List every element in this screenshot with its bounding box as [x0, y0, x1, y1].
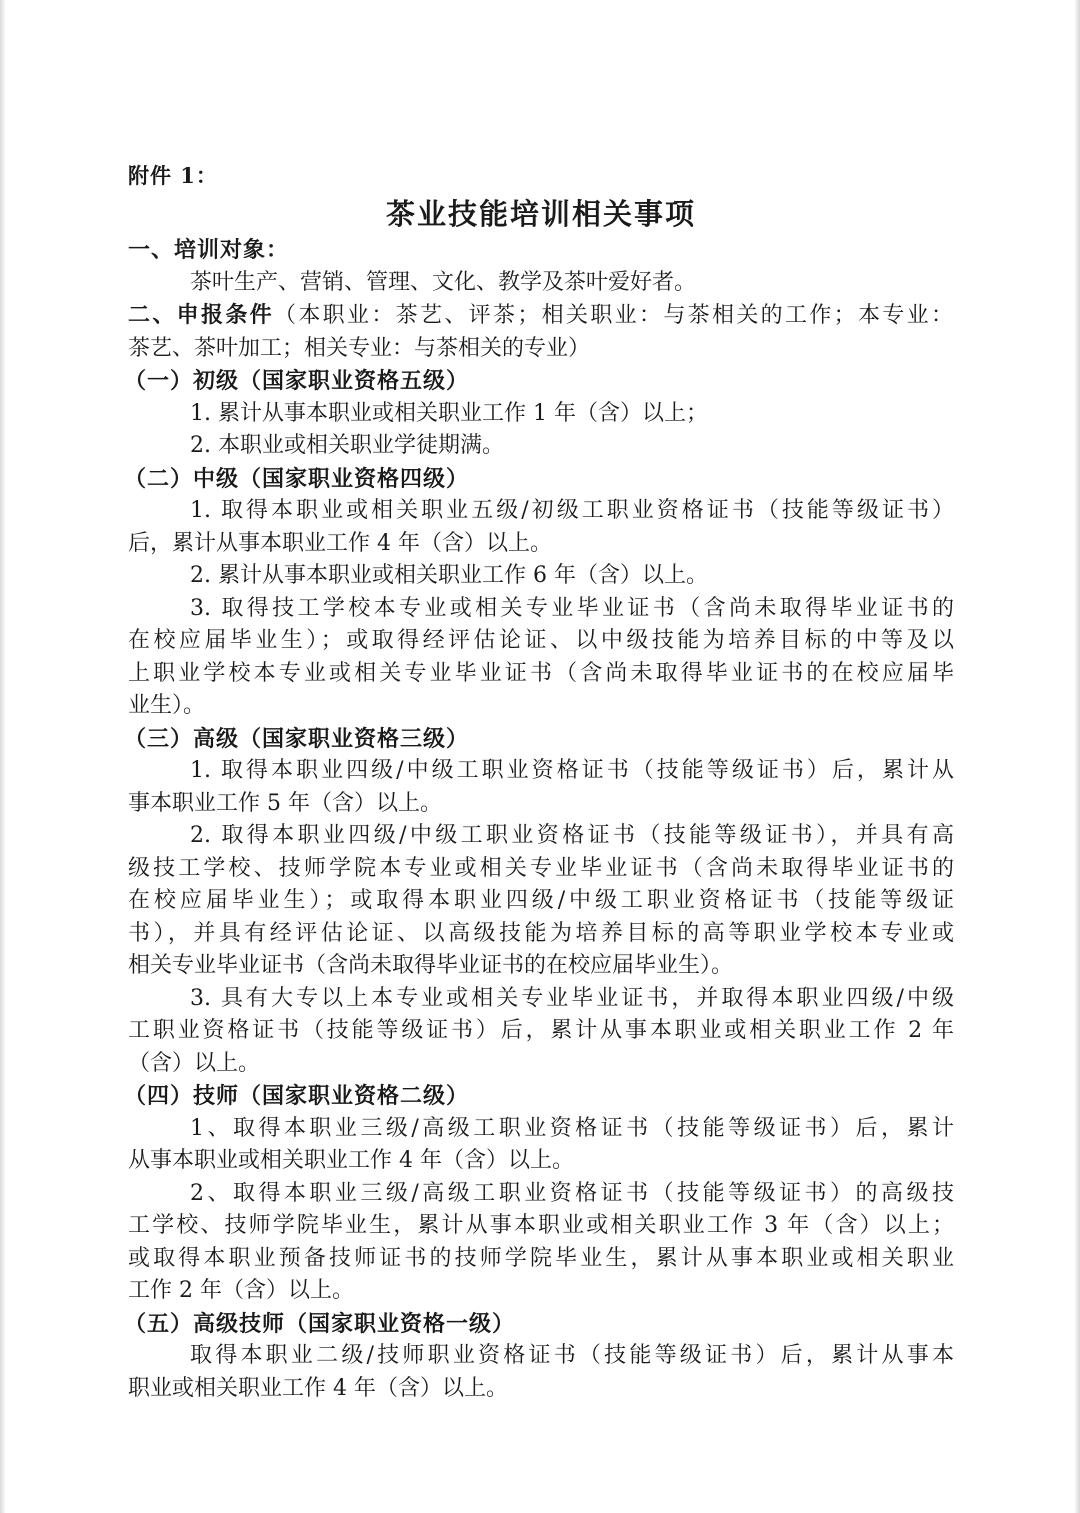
requirements-note-line2: 茶艺、茶叶加工；相关专业：与茶相关的专业）	[128, 335, 591, 361]
item-line: 业生）。	[128, 693, 206, 718]
item-line: 在校应届毕业生）；或取得本职业四级/中级工职业资格证书（技能等级证	[128, 888, 954, 913]
item-line: 1、取得本职业三级/高级工职业资格证书（技能等级证书）后，累计	[190, 1115, 954, 1141]
item-line: 级技工学校、技师学院本专业或相关专业毕业证书（含尚未取得毕业证书的	[128, 855, 954, 881]
level-heading: （一）初级（国家职业资格五级）	[124, 368, 470, 394]
page-edge-left	[0, 0, 6, 1513]
item-line: 事本职业工作 5 年（含）以上。	[128, 790, 442, 816]
item-line: 在校应届毕业生）；或取得经评估论证、以中级技能为培养目标的中等及以	[128, 628, 954, 653]
item-line: 从事本职业或相关职业工作 4 年（含）以上。	[128, 1148, 574, 1173]
item-line: 2、取得本职业三级/高级工职业资格证书（技能等级证书）的高级技	[190, 1180, 954, 1206]
item-line: 书），并具有经评估论证、以高级技能为培养目标的高等职业学校本专业或	[128, 920, 954, 946]
item-line: 2. 累计从事本职业或相关职业工作 6 年（含）以上。	[190, 563, 708, 588]
document-body	[124, 158, 954, 1405]
item-line: 1. 取得本职业四级/中级工职业资格证书（技能等级证书）后，累计从	[190, 758, 954, 783]
item-line: 取得本职业二级/技师职业资格证书（技能等级证书）后，累计从事本	[190, 1343, 954, 1368]
level-heading: （五）高级技师（国家职业资格一级）	[124, 1310, 516, 1337]
item-line: 1. 累计从事本职业或相关职业工作 1 年（含）以上；	[190, 400, 708, 426]
item-line: 3. 具有大专以上本专业或相关专业毕业证书，并取得本职业四级/中级	[190, 985, 954, 1011]
item-line: 工作 2 年（含）以上。	[128, 1278, 354, 1303]
item-line: 1. 取得本职业或相关职业五级/初级工职业资格证书（技能等级证书）	[190, 498, 954, 523]
requirements-heading-text: 二、申报条件	[128, 302, 274, 328]
level-heading: （四）技师（国家职业资格二级）	[124, 1083, 470, 1109]
section-heading-requirements	[128, 299, 954, 333]
training-target-text: 茶叶生产、营销、管理、文化、教学及茶叶爱好者。	[190, 269, 697, 295]
item-line: 2. 取得本职业四级/中级工职业资格证书（技能等级证书），并具有高	[190, 823, 954, 848]
item-line: 2. 本职业或相关职业学徒期满。	[190, 433, 504, 458]
item-line: 3. 取得技工学校本专业或相关专业毕业证书（含尚未取得毕业证书的	[190, 595, 954, 621]
item-line: 或取得本职业预备技师证书的技师学院毕业生，累计从事本职业或相关职业	[128, 1245, 954, 1271]
level-heading: （三）高级（国家职业资格三级）	[124, 725, 470, 752]
requirements-note-line1: （本职业：茶艺、评茶；相关职业：与茶相关的工作；本专业：	[274, 303, 954, 328]
item-line: 上职业学校本专业或相关专业毕业证书（含尚未取得毕业证书的在校应届毕	[128, 660, 954, 686]
item-line: 职业或相关职业工作 4 年（含）以上。	[128, 1375, 508, 1401]
section-heading-training-target: 一、培训对象：	[128, 237, 290, 263]
attachment-label: 附件 1：	[128, 163, 218, 188]
item-line: （含）以上。	[128, 1050, 261, 1076]
item-line: 相关专业毕业证书（含尚未取得毕业证书的在校应届毕业生）。	[128, 953, 734, 978]
item-line: 后，累计从事本职业工作 4 年（含）以上。	[128, 530, 552, 556]
levels-container	[124, 365, 954, 1405]
item-line: 工学校、技师学院毕业生，累计从事本职业或相关职业工作 3 年（含）以上；	[128, 1213, 954, 1238]
document-title: 茶业技能培训相关事项	[385, 197, 696, 231]
page-edge-right	[1074, 0, 1080, 1513]
level-heading: （二）中级（国家职业资格四级）	[124, 465, 470, 492]
item-line: 工职业资格证书（技能等级证书）后，累计从事本职业或相关职业工作 2 年	[128, 1018, 954, 1043]
